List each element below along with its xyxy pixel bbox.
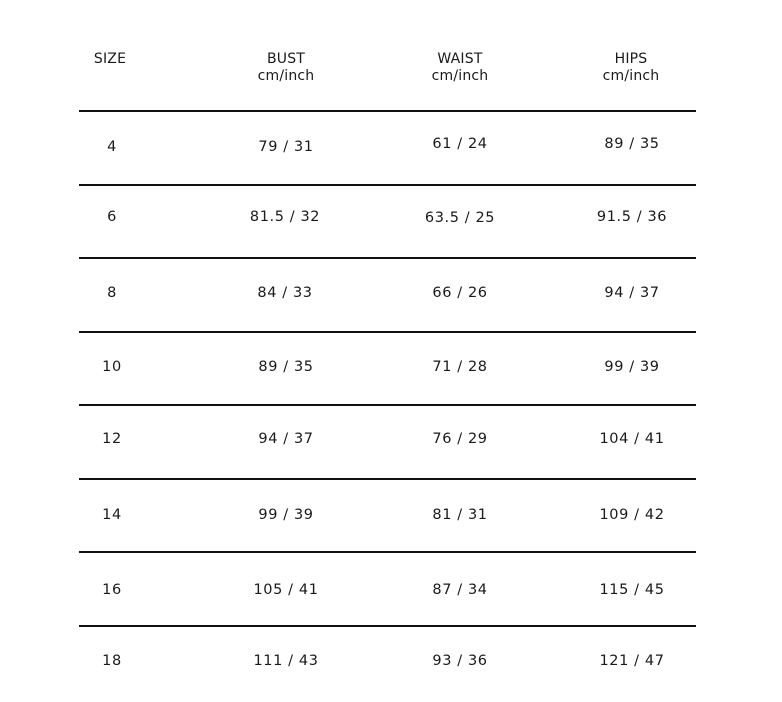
- cell-hips: 99 / 39: [604, 359, 660, 375]
- header-size-label: SIZE: [93, 51, 127, 67]
- cell-waist: 61 / 24: [432, 136, 488, 152]
- cell-waist: 87 / 34: [432, 582, 488, 598]
- header-waist-label: WAIST: [437, 51, 483, 67]
- row-divider: [79, 257, 696, 259]
- cell-size: 8: [107, 285, 117, 301]
- cell-hips: 104 / 41: [599, 431, 665, 447]
- cell-hips: 121 / 47: [599, 653, 665, 669]
- cell-size: 10: [102, 359, 122, 375]
- cell-hips: 91.5 / 36: [596, 209, 668, 225]
- row-divider: [79, 478, 696, 480]
- cell-size: 16: [102, 582, 122, 598]
- header-bust-unit: cm/inch: [257, 68, 315, 84]
- row-divider: [79, 184, 696, 186]
- cell-hips: 109 / 42: [599, 507, 665, 523]
- header-waist: [380, 51, 540, 85]
- cell-bust: 79 / 31: [258, 139, 314, 155]
- cell-bust: 81.5 / 32: [249, 209, 321, 225]
- cell-size: 4: [107, 139, 117, 155]
- cell-waist: 93 / 36: [432, 653, 488, 669]
- cell-bust: 84 / 33: [257, 285, 313, 301]
- row-divider: [79, 551, 696, 553]
- header-hips-label: HIPS: [614, 51, 648, 67]
- header-bust-label: BUST: [266, 51, 306, 67]
- cell-hips: 94 / 37: [604, 285, 660, 301]
- cell-waist: 71 / 28: [432, 359, 488, 375]
- row-divider: [79, 404, 696, 406]
- row-divider: [79, 331, 696, 333]
- cell-hips: 89 / 35: [604, 136, 660, 152]
- cell-waist: 76 / 29: [432, 431, 488, 447]
- cell-bust: 111 / 43: [253, 653, 319, 669]
- header-size: [30, 51, 190, 68]
- cell-waist: 66 / 26: [432, 285, 488, 301]
- cell-bust: 89 / 35: [258, 359, 314, 375]
- cell-size: 14: [102, 507, 122, 523]
- cell-hips: 115 / 45: [599, 582, 665, 598]
- cell-waist: 81 / 31: [432, 507, 488, 523]
- cell-size: 18: [102, 653, 122, 669]
- cell-size: 12: [102, 431, 122, 447]
- cell-waist: 63.5 / 25: [424, 210, 496, 226]
- row-divider: [79, 110, 696, 112]
- row-divider: [79, 625, 696, 627]
- cell-size: 6: [107, 209, 117, 225]
- header-waist-unit: cm/inch: [431, 68, 489, 84]
- header-bust: [206, 51, 366, 85]
- header-hips-unit: cm/inch: [602, 68, 660, 84]
- header-hips: [551, 51, 711, 85]
- cell-bust: 99 / 39: [258, 507, 314, 523]
- cell-bust: 105 / 41: [253, 582, 319, 598]
- cell-bust: 94 / 37: [258, 431, 314, 447]
